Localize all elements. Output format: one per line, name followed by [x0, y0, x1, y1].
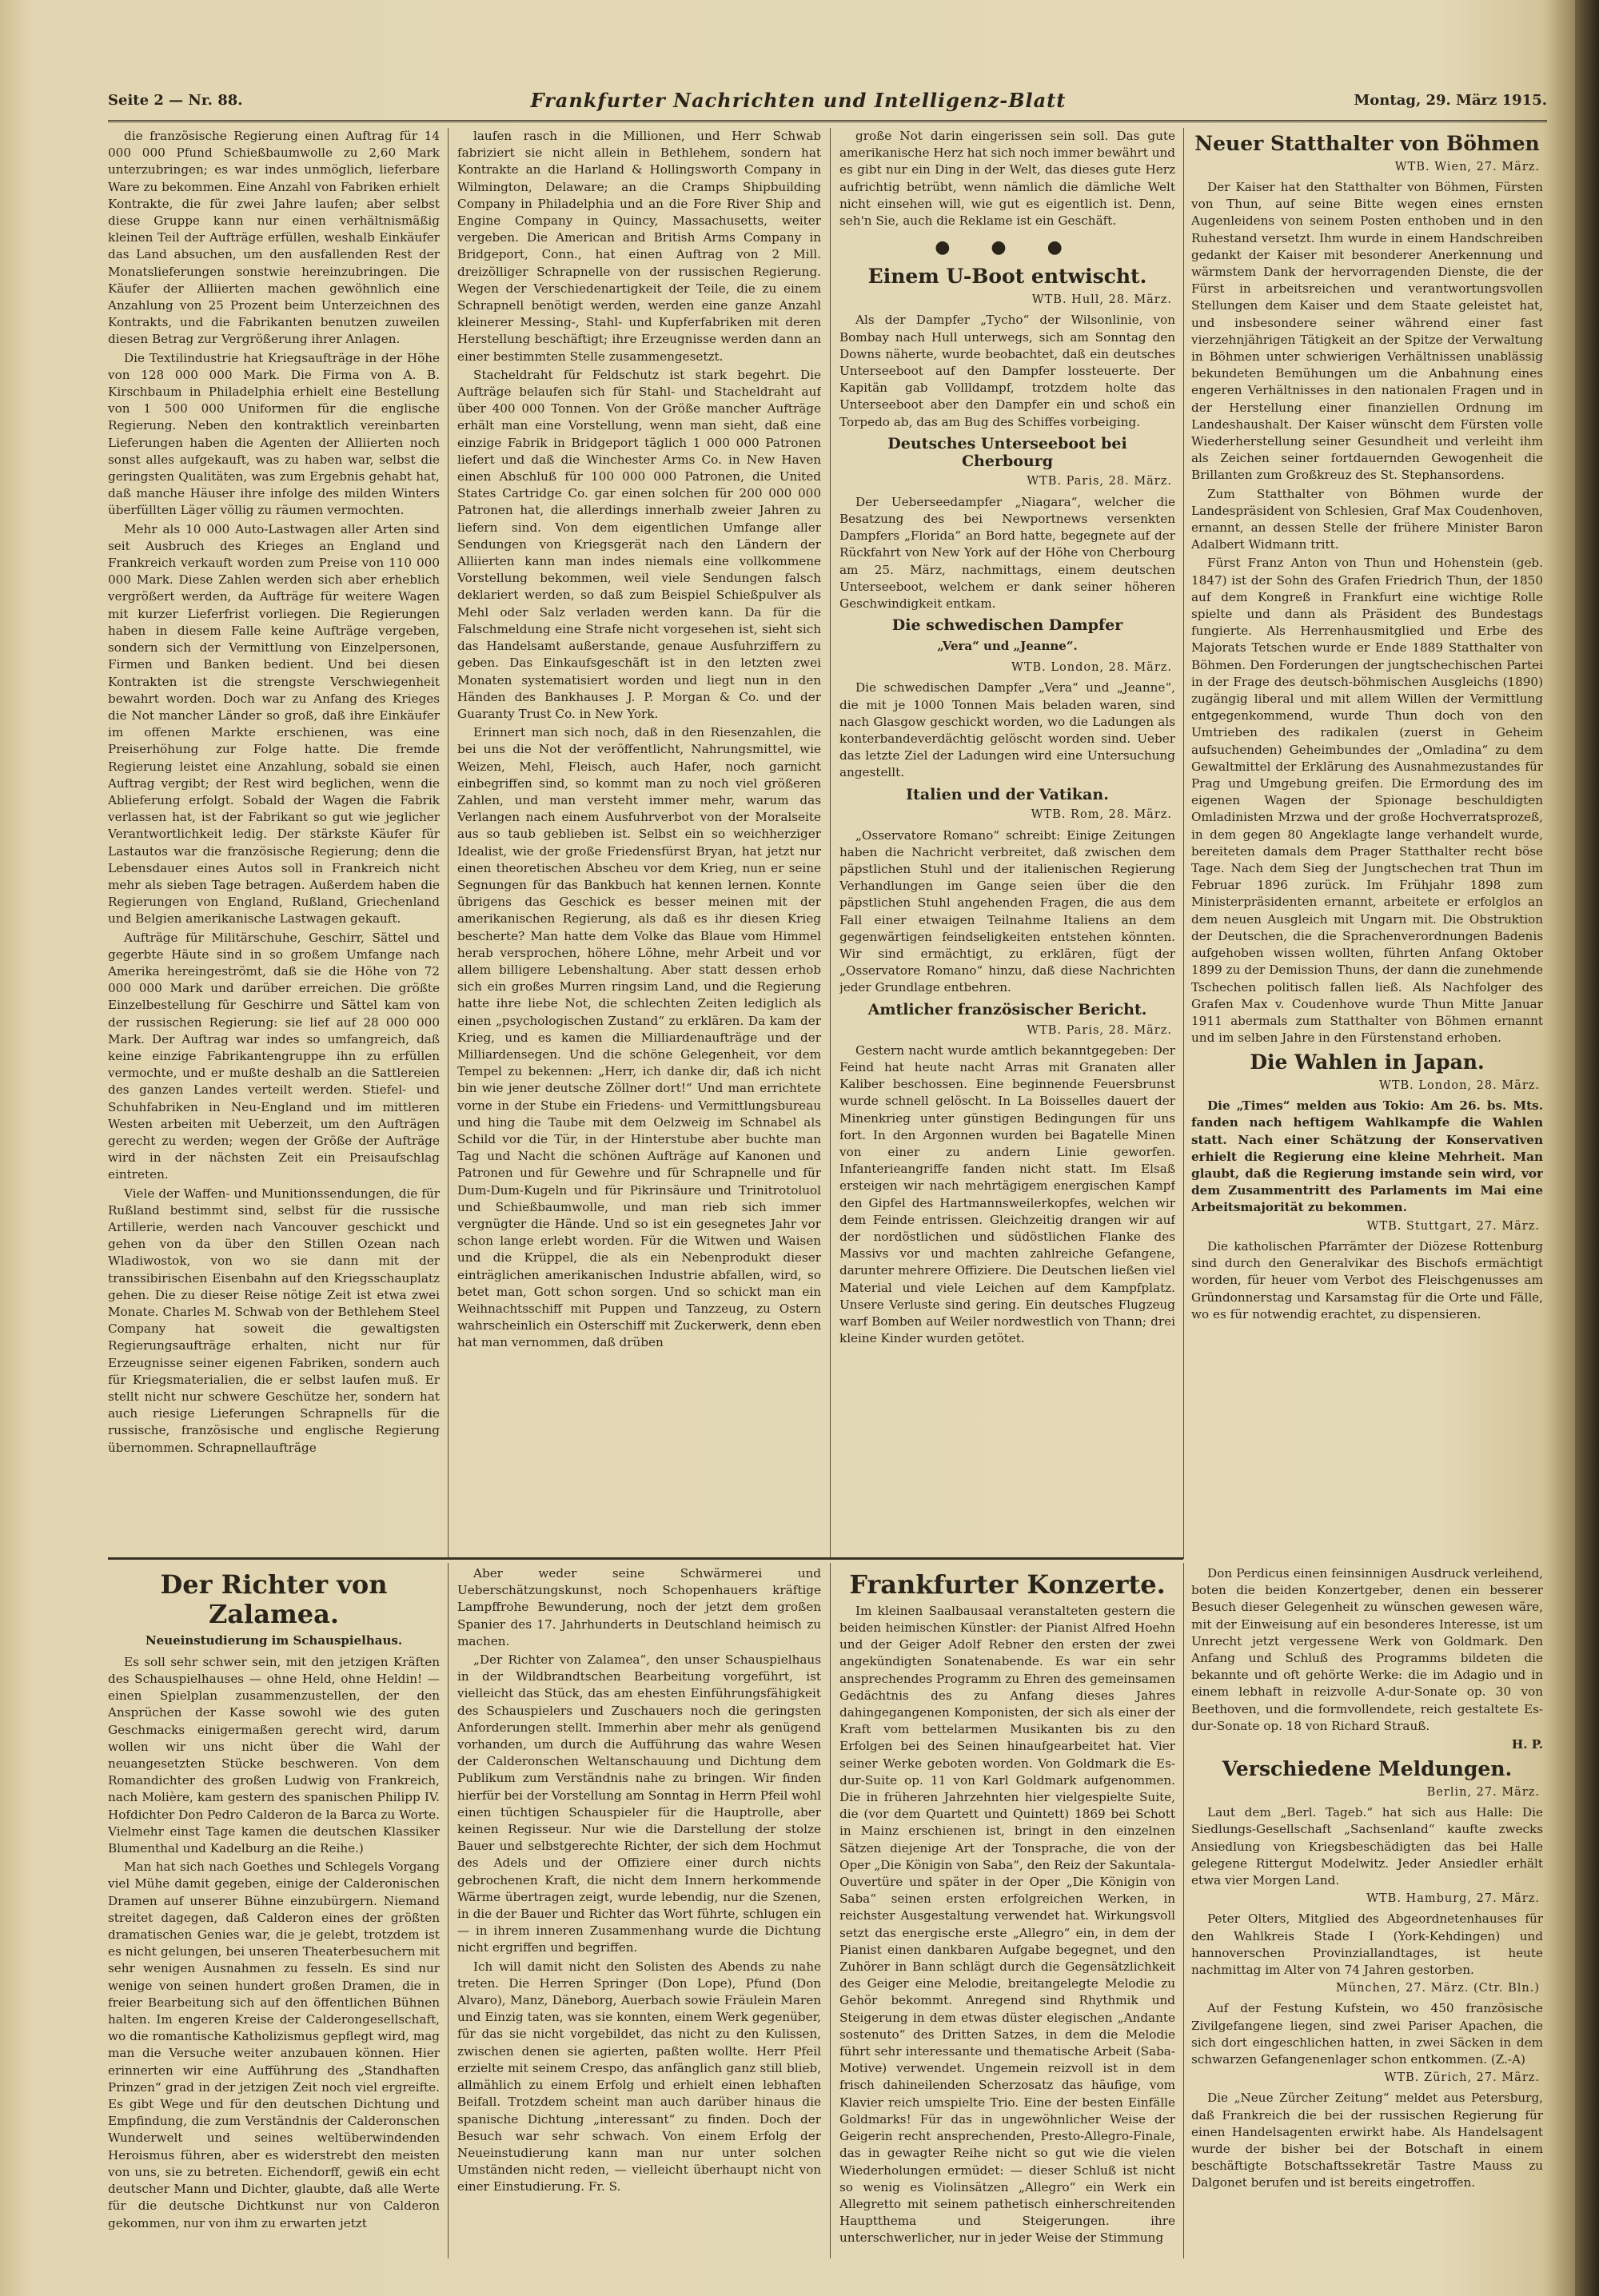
- masthead-title: Frankfurter Nachrichten und Intelligenz-Blatt: [530, 88, 1067, 112]
- dateline: München, 27. März. (Ctr. Bln.): [1335, 1982, 1540, 1995]
- article-text: Die „Neue Zürcher Zeitung“ meldet aus Petersburg, daß Frankreich die bei der russischen Regierung für einen Handelsagenten erwirkt habe. Als Handelsagent wurde der bisher bei der Botschaft in einem beschäftigte Botschaftssekretär Tastre Mauss zu Dalgonet berufen und ist bereits eingetroffen.: [1191, 2091, 1543, 2190]
- headline-continued: „Vera“ und „Jeanne“.: [937, 638, 1078, 653]
- feuilleton-column-3: [839, 1565, 1175, 2261]
- article-text: Im kleinen Saalbausaal veranstalteten gestern die beiden heimischen Künstler: der Pianist Alfred Hoehn und der Geiger Adolf Rebner den ersten der zwei angekündigten Sonatenabende. Es war ein sehr ansprechendes Programm zu Ehren des gemeinsamen Gedächtnis des zu Anfang dieses Jahres dahingegangenen Komponisten, der sich als einer der Kraft vom bettelarmen Musikanten bis zu den Erfolgen bei des Seinen hinaufgearbeitet hat. Vier seiner Werke geboten worden. Von Goldmark die Es-dur-Suite op. 11 von Karl Goldmark aufgenommen. Die in früheren Jahrzehnten hier vielgespielte Suite, die (vor dem Quartett und Quintett) 1869 bei Schott in Mainz erschienen ist, bringt in den einzelnen Sätzen diejenige Art der Tonsprache, die von der Oper „Die Königin von Saba“, den Reiz der Sakuntala-Ouvertüre und später in der Oper „Die Königin von Saba“ seinen ersten erfolgreichen Werken, in reichster Ausgestaltung verwendet hat. Wirkungsvoll setzt das energische erste „Allegro“ ein, in dem der Pianist einen dankbaren Aufgabe begegnet, und den Zuhörer in Bann schlägt durch die Gegensätzlichkeit des Geiger eine Melodie, breitangelegte Melodie zu Gehör bekommt. Anregend sind Rhythmik und Steigerung in dem etwas düster elegischen „Andante sostenuto“ des Dritten Satzes, in dem die Melodie führt sehr interessante und thematische Arbeit (Saba-Motive) verwendet. Ungemein reizvoll ist in dem frisch dahineilenden Scherzosatz das häufige, vom Klavier reich umspielte Trio. Eine der besten Einfälle Goldmarks! Für das in ungewöhnlicher Weise der Geigerin recht ansprechenden, Presto-Allegro-Finale, das in gewagter Reihe nicht so gut wie die vielen Wiederholungen ermüdet: — dieser Schluß ist nicht so wenig es Violinsätzen „Allegro“ ein Werk ein Allegretto mit seinem pathetisch einherschreitenden Hauptthema und Steigerungen. ihre unterschwerlicher, nur in jeder Weise der Stimmung: [839, 1603, 1175, 2246]
- article-text: Fürst Franz Anton von Thun und Hohenstein (geb. 1847) ist der Sohn des Grafen Friedrich Thun, der 1850 auf dem Kongreß in Frankfurt eine wichtige Rolle spielte und dann als Präsident des Bundestags fungierte. Als Herrenhausmitglied und Erbe des Majorats Tetschen wurde er Ende 1889 Statthalter von Böhmen. Den Forderungen der jungtschechischen Partei in der Frage des deutsch-böhmischen Ausgleichs (1890) zugängig liberal und mit allem Willen der Vermittlung entgegenkommend, wurde Thun doch von den Umtrieben des radikalen (zuerst in Geheim aufsuchenden) Geheimbundes der „Omladina“ zu dem Gewaltmittel der Erklärung des Ausnahmezustandes für Prag und Umgebung greifen. Die Ermordung des im eigenen Wagen der Spionage beschuldigten Omladinisten Mrzwa und der große Hochverratsprozeß, in dem gegen 80 Angeklagte lange verhandelt wurde, bereiteten damals dem Prager Statthalter recht böse Tage. Nach dem Sieg der Jungtschechen trat Thun im Februar 1896 zurück. Im Frühjahr 1898 zum Ministerpräsidenten ernannt, arbeitete er erfolglos an dem neuen Ausgleich mit Ungarn mit. Die Obstruktion der Deutschen, die die Sprachenverordnungen Badenis aufgehoben wissen wollten, führten Anfang Oktober 1899 zu der Demission Thuns, der dann die zunehmende Tschechen politisch fallen ließ. Als Nachfolger des Grafen Max v. Coudenhove wurde Thun Mitte Januar 1911 abermals zum Statthalter von Böhmen ernannt und im selben Jahre in den Fürstenstand erhoben.: [1191, 556, 1543, 1046]
- feuilleton-column-2: [457, 1565, 821, 2261]
- dateline: WTB. Stuttgart, 27. März.: [1366, 1219, 1540, 1233]
- article-text: Die schwedischen Dampfer „Vera“ und „Jeanne“, die mit je 1000 Tonnen Mais beladen waren, sind nach Glasgow geschickt worden, wo die Ladungen als konterbandeverdächtig gelöscht worden sind. Ueber das letzte Ziel der Ladungen wird eine Untersuchung angestellt.: [839, 680, 1175, 780]
- article-text: große Not darin eingerissen sein soll. Das gute amerikanische Herz hat sich noch immer bewährt und es gibt nur ein Ding in der Welt, das dieses gute Herz aufrichtig betrübt, wenn nämlich die dämliche Welt nicht einsehen will, wie gut es eigentlich ist. Denn, seh'n Sie, auch die Reklame ist ein Geschäft.: [839, 129, 1175, 229]
- feuilleton-column-4: [1191, 1565, 1543, 2261]
- article-text: Die katholischen Pfarrämter der Diözese Rottenburg sind durch den Generalvikar des Bischofs ermächtigt worden, für heuer vom Verbot des Fleischgenusses am Gründonnerstag und Karsamstag für die Orte und Fälle, wo es für notwendig erachtet, zu dispensieren.: [1191, 1238, 1543, 1321]
- column-2: [457, 128, 821, 1555]
- issue-date: Montag, 29. März 1915.: [1354, 91, 1547, 109]
- article-text: Mehr als 10 000 Auto-Lastwagen aller Arten sind seit Ausbruch des Krieges an England und Frankreich verkauft worden zum Preise von 110 000 000 Mark. Diese Zahlen werden sich aber erheblich vergrößert werden, da Aufträge für weitere Wagen mit kurzer Lieferfrist vorliegen. Die Regierungen haben in diesem Falle keine Aufträge vergeben, sondern sich der Vermittlung von Einzelpersonen, Firmen und Banken bedient. Und bei diesen Kontrakten ist die strengste Verschwiegenheit bewahrt worden. Doch war zu Anfang des Krieges die Not mancher Länder so groß, daß ihre Einkäufer im offenen Markte erschienen, was eine Preiserhöhung zur Folge hatte. Die fremde Regierung leistet eine Anzahlung, sobald sie einen Auftrag vergibt; der Rest wird beglichen, wenn die Ablieferung erfolgt. Sobald der Wagen die Fabrik verlassen hat, ist der Fabrikant so gut wie jeglicher Verantwortlichkeit ledig. Der stärkste Käufer für Lastautos war die französische Regierung; denn die Lebensdauer eines Autos soll in Frankreich nicht mehr als sieben Tage betragen. Außerdem haben die Regierungen von England, Rußland, Griechenland und Belgien amerikanische Lastwagen gekauft.: [108, 521, 440, 927]
- dateline: WTB. Wien, 27. März.: [1394, 160, 1540, 173]
- dateline: WTB. Zürich, 27. März.: [1384, 2071, 1540, 2085]
- dateline: WTB. Hamburg, 27. März.: [1366, 1892, 1540, 1906]
- feuilleton-column-1: [108, 1565, 440, 2261]
- article-text: die französische Regierung einen Auftrag für 14 000 000 Pfund Schießbaumwolle zu 2,60 Mark unterzubringen; es war indes unmöglich, lieferbare Ware zu bekommen. Eine Anzahl von Fabriken erhielt Kontrakte, die für zwei Jahre laufen; aber selbst diese Gruppe kann nur einen verhältnismäßig kleinen Teil der Aufträge erfüllen, weshalb Einkäufer das Land absuchen, um den ausfallenden Rest der Monatslieferungen sonstwie hereinzubringen. Die Käufer der Alliierten machen gewöhnlich eine Anzahlung von 25 Prozent beim Unterzeichnen des Kontrakts, und die Fabrikanten benutzen zuweilen diesen Betrag zur Vergrößerung ihrer Anlagen.: [108, 129, 440, 347]
- article-text: Der Kaiser hat den Statthalter von Böhmen, Fürsten von Thun, auf seine Bitte wegen eines ernsten Augenleidens von seinem Posten enthoben und in den Ruhestand versetzt. Ihm wurde in einem Handschreiben gedankt der Kaiser mit besonderer Anerkennung und wärmstem Dank der hervorragenden Dienste, die der Fürst in arbeitsreichen und verantwortungsvollen Stellungen dem Kaiser und dem Staate geleistet hat, und insbesondere seiner während einer fast vierzehnjährigen Tätigkeit an der Spitze der Verwaltung in Böhmen unter schwierigen Verhältnissen unablässig bekundeten Bemühungen um die Anbahnung eines engeren Verhältnisses in den nationalen Fragen und in der Herstellung einer finanziellen Ordnung im Landeshaushalt. Der Kaiser wünscht dem Fürsten volle Wiederherstellung seiner Gesundheit und verleiht ihm als Zeichen seiner fortdauernden Gewogenheit die Brillanten zum Großkreuz des St. Stephansordens.: [1191, 179, 1543, 483]
- article-text: Der Ueberseedampfer „Niagara“, welcher die Besatzung des bei Newportnews versenkten Dampfers „Florida“ an Bord hatte, begegnete auf der Rückfahrt von New York auf der Höhe von Cherbourg am 25. März, nachmittags, einem deutschen Unterseeboot, welchem er dank seiner höheren Geschwindigkeit entkam.: [839, 494, 1175, 611]
- column-rule: [830, 128, 831, 1559]
- article-text: „Der Richter von Zalamea“, den unser Schauspielhaus in der Wildbrandtschen Bearbeitung vorgeführt, ist vielleicht das Stück, das am ehesten Einführungsfähigkeit des Schauspielers und Zuschauers noch die geringsten Anforderungen stellt. Immerhin aber mehr als genügend vorhanden, um durch die Aufführung das wahre Wesen der Calderonschen Weltanschauung und Dichtung dem Publikum zum Verständnis nahe zu bringen. Wir finden hierfür bei der Vorstellung am Sonntag in Herrn Pfeil wohl einen tüchtigen Schauspieler für die Hauptrolle, aber keinen Regisseur. Nur wie die Darstellung der stolze Bauer und selbstgerechte Richter, der sich dem Hochmut des Adels und der Offiziere einer durch nichts gebrochenen Kraft, die nicht dem Innern herkommende Wärme übertragen zeigt, wurde lebendig, nur die Szenen, in die der Bauer und Richter das Wort führte, schlugen ein — in ihrem inneren Zusammenhang wurde die Dichtung nicht ergriffen und begriffen.: [457, 1652, 821, 1955]
- column-rule: [448, 128, 449, 1559]
- article-text: Zum Statthalter von Böhmen wurde der Landespräsident von Schlesien, Graf Max Coudenhoven, ernannt, an dessen Stelle der frühere Minister Baron Adalbert Widmann tritt.: [1191, 486, 1543, 552]
- headline: Amtlicher französischer Bericht.: [867, 1000, 1147, 1018]
- headline: Einem U-Boot entwischt.: [867, 265, 1147, 289]
- dateline: WTB. Rom, 28. März.: [1031, 808, 1172, 822]
- headline: Deutsches Unterseeboot bei Cherbourg: [887, 434, 1127, 470]
- article-text: Es soll sehr schwer sein, mit den jetzigen Kräften des Schauspielhauses — ohne Held, ohne Heldin! — einen Spielplan zusammenzustellen, der den Ansprüchen der Kasse sowohl wie des guten Geschmacks einigermaßen gerecht wird, darum wollen wir uns nicht über die Wahl der neuangesetzten Stücke beschweren. Von dem Romandichter des großen Ludwig von Frankreich, nach Molière, kam gestern des spanischen Philipp IV. Hofdichter Don Pedro Calderon de la Barca zu Worte. Vielmehr einst Tage kamen die deutschen Klassiker Blumenthal und Kadelburg an die Reihe.): [108, 1654, 440, 1856]
- article-text: Auf der Festung Kufstein, wo 450 französische Zivilgefangene liegen, sind zwei Pariser Apachen, die sich dort eingeschlichen hatten, in zwei Säcken in dem schwarzen Gefangenenlager schon entkommen. (Z.-A): [1191, 2001, 1543, 2067]
- page-header: [108, 80, 1547, 122]
- headline: Die schwedischen Dampfer: [891, 616, 1123, 635]
- article-text: Viele der Waffen- und Munitionssendungen, die für Rußland bestimmt sind, selbst für die russische Artillerie, werden nach Vancouver geschickt und gehen von da über den Stillen Ozean nach Wladiwostok, von wo sie dann mit der transsibirischen Eisenbahn auf den Kriegsschauplatz gehen. Die zu dieser Reise nötige Zeit ist etwa zwei Monate. Charles M. Schwab von der Bethlehem Steel Company hat soweit die gewaltigsten Regierungsaufträge erhalten, nicht nur für Erzeugnisse seiner eigenen Fabriken, sondern auch für Kriegsmaterialien, die er selbst laufen muß. Er stellt nicht nur schwere Geschütze her, sondern hat auch riesige Lieferungen Schrapnells für die russische, französische und englische Regierung übernommen. Schrapnellaufträge: [108, 1186, 440, 1455]
- column-4: [1191, 128, 1543, 1555]
- section-separator-dots: ● ● ●: [935, 237, 1080, 258]
- headline: Verschiedene Meldungen.: [1222, 1757, 1513, 1781]
- article-text: Don Perdicus einen feinsinnigen Ausdruck verleihend, boten die beiden Konzertgeber, denen ein besserer Besuch dieser Gelegenheit zu wünschen gewesen wäre, mit der Einweisung auf ein besonderes Interesse, ist um Unrecht jetzt vergessene Werk von Goldmark. Den Anfang und Schluß des Programms bildeten die bekannte und oft gehörte Werke: die im Adagio und in einem lebhaft in reizvolle A-dur-Sonate op. 30 von Beethoven, und die formvollendete, reich gestaltete Es-dur-Sonate op. 18 von Richard Strauß.: [1191, 1566, 1543, 1733]
- headline: Die Wahlen in Japan.: [1250, 1050, 1485, 1074]
- article-text: Als der Dampfer „Tycho“ der Wilsonlinie, von Bombay nach Hull unterwegs, sich am Sonntag den Downs näherte, wurde beobachtet, daß ein deutsches Unterseeboot auf den Dampfer lossteuerte. Der Kapitän gab Vollldampf, trotzdem holte das Unterseeboot aber den Dampfer ein und schoß ein Torpedo ab, das am Bug des Schiffes vorbeiging.: [839, 313, 1175, 429]
- article-text: laufen rasch in die Millionen, und Herr Schwab fabriziert sie nicht allein in Bethlehem, sondern hat Kontrakte an die Harland & Hollingsworth Company in Wilmington, Delaware; an die Cramps Shipbuilding Company in Philadelphia und an die Fore River Ship and Engine Company in Quincy, Massachusetts, weiter vergeben. Die American and British Arms Company in Bridgeport, Conn., hat einen Auftrag von 2 Mill. dreizölliger Schrapnelle von der russischen Regierung. Wegen der Verschiedenartigkeit der Teile, die zu einem Schrapnell benötigt werden, werden eine ganze Anzahl kleinerer Messing-, Stahl- und Kupferfabriken mit deren Herstellung beschäftigt; ihre Erzeugnisse werden dann an einer bestimmten Stelle zusammengesetzt.: [457, 129, 821, 364]
- article-text: Peter Olters, Mitglied des Abgeordnetenhauses für den Wahlkreis Stade I (York-Kehdingen) und hannoverschen Provinziallandtages, ist heute nachmittag im Alter von 74 Jahren gestorben.: [1191, 1911, 1543, 1978]
- section-rule: [108, 1557, 1183, 1560]
- column-rule: [1183, 128, 1184, 1559]
- dateline: WTB. Paris, 28. März.: [1027, 475, 1172, 488]
- article-text: Aber weder seine Schwärmerei und Ueberschätzungskunst, noch Schopenhauers kräftige Lampffrohe Bewunderung, noch der jetzt dem großen Spanier des 17. Jahrhunderts in Deutschland heimisch zu machen.: [457, 1566, 821, 1648]
- headline: Frankfurter Konzerte.: [849, 1569, 1166, 1600]
- dateline: WTB. London, 28. März.: [1378, 1079, 1540, 1093]
- article-text: Erinnert man sich noch, daß in den Riesenzahlen, die bei uns die Not der veröffentlicht, Nahrungsmittel, wie Weizen, Mehl, Fleisch, auch Hafer, noch garnicht einbegriffen sind, so kommt man zu noch viel größeren Zahlen, und man versteht immer mehr, warum das Verlangen nach einem Ausfuhrverbot von der Moralseite aus so taub geblieben ist. Selbst ein so weichherziger Idealist, wie der große Friedensfürst Bryan, hat jetzt nur einen theoretischen Abscheu vor dem Krieg, nun er seine Segnungen für das Bankbuch hat kennen lernen. Konnte übrigens das Geschick es besser meinen mit der amerikanischen Regierung, als daß es ihr diesen Krieg bescherte? Man hatte dem Volke das Blaue vom Himmel herab versprochen, höhere Löhne, mehr Arbeit und vor allem billigere Lebenshaltung. Aber statt dessen erhob sich ein großes Murren ringsim Land, und die Regierung hatte ihre liebe Not, die schlechten Zeiten lediglich als einen „psychologischen Zustand“ zu erklären. Da kam der Krieg, und es kamen die Milliardenaufträge und der Milliardensegen. Und die schöne Gelegenheit, vor dem Tempel zu bekennen: „Herr, ich danke dir, daß ich nicht bin wie jener deutsche Zöllner dort!“ Und man errichtete vorne in der Stube ein Friedens- und Vermittlungsbureau und hing die Taube mit dem Oelzweig im Schnabel als Schild vor die Tür, in der Hinterstube aber buchte man Tag und Nacht die schönen Aufträge auf Kanonen und Patronen und für Gewehre und für Schrapnelle und für Dum-Dum-Kugeln und für Pikrinsäure und Trinitrotoluol und Schießbaumwolle, und man rieb sich immer vergnügter die Hände. Und so ist ein gesegnetes Jahr vor schon lange erlebt worden. Für die Witwen und Waisen und die Krüppel, die als ein Nebenprodukt dieser einträglichen amerikanischen Industrie abfallen, wird, so betet man, Gott schon sorgen. Und so schickt man ein Weihnachtsschiff mit Puppen und Tanzzeug, zu Ostern wahrscheinlich ein Osterschiff mit Zuckerwerk, denn eben hat man vernommen, daß drüben: [457, 725, 821, 1350]
- dateline: WTB. London, 28. März.: [1011, 661, 1172, 675]
- headline: Neuer Statthalter von Böhmen: [1194, 132, 1540, 155]
- column-rule: [830, 1563, 831, 2258]
- dateline: WTB. Paris, 28. März.: [1027, 1023, 1172, 1037]
- headline: Italien und der Vatikan.: [906, 785, 1109, 803]
- dateline: WTB. Hull, 28. März.: [1031, 293, 1172, 307]
- subheadline: Neueinstudierung im Schauspielhaus.: [145, 1632, 403, 1648]
- article-text: „Osservatore Romano“ schreibt: Einige Zeitungen haben die Nachricht verbreitet, daß zwischen dem päpstlichen Stuhl und der italienischen Regierung Verhandlungen im Gange seien über die den päpstlichen Stuhl angehenden Fragen, die aus dem Fall einer etwaigen Teilnahme Italiens an dem gegenwärtigen feindseligkeiten entstehen könnten. Wir sind ermächtigt, zu erklären, fügt der „Osservatore Romano“ hinzu, daß diese Nachrichten jeder Grundlage entbehren.: [839, 827, 1175, 995]
- column-3: [839, 128, 1175, 1555]
- article-text: Stacheldraht für Feldschutz ist stark begehrt. Die Aufträge belaufen sich für Stahl- und Stacheldraht auf über 400 000 Tonnen. Von der Größe mancher Aufträge erhält man eine Vorstellung, wenn man sieht, daß eine einzige Fabrik in Bridgeport täglich 1 000 000 Patronen liefert und daß die Winchester Arms Co. in New Haven einen Abschluß für 100 000 000 Patronen, die United States Cartridge Co. gar einen solchen für 200 000 000 Patronen hat, die allerdings innerhalb zweier Jahren zu liefern sind. Von dem eigentlichen Umfange aller Sendungen von Kriegsgerät nach den Ländern der Alliierten kann man indes niemals eine vollkommene Vorstellung bekommen, weil viele Sendungen falsch deklariert werden, so daß zum Beispiel Schießpulver als Mehl oder Salz verladen werden kann. Da für die Falschmeldung eine Strafe nicht vorgesehen ist, sieht sich das Handelsamt außerstande, genaue Ausfuhrziffern zu geben. Das Einkaufsgeschäft ist in den letzten zwei Monaten systematisiert worden und liegt nun in den Händen des Bankhauses J. P. Morgan & Co. und der Guaranty Trust Co. in New York.: [457, 367, 821, 721]
- article-text: Man hat sich nach Goethes und Schlegels Vorgang viel Mühe damit gegeben, einige der Calderonischen Dramen auf unserer Bühne einzubürgern. Niemand streitet dagegen, daß Calderon eines der größten dramatischen Genies war, die je gelebt, trotzdem ist es nicht gelungen, bei unseren Theaterbesuchern mit sehr wenigen Ausnahmen zu fesseln. Es sind nur wenige von seinen hundert großen Dramen, die in freier Bearbeitung sich auf den öffentlichen Bühnen halten. Im engeren Kreise der Calderongesellschaft, wo die romantische Katholizismus gepflegt wird, mag man die Versuche weiter anzubauen können. Hier erinnerten wir eine Aufführung des „Standhaften Prinzen“ grad in der jetzigen Zeit noch viel ergreifte. Es gibt Wege und für den deutschen Dichtung und Empfindung, die zum Verständnis der Calderonschen Wunderwelt und seines weltüberwindenden Heroismus führen, aber es widerstrebt den meisten von uns, sie zu betreten. Eichendorff, gewiß ein echt deutscher Mann und Dichter, glaubte, daß alle Werte für die deutsche Dichtkunst nur von Calderon gekommen, nur von ihm zu erwarten jetzt: [108, 1860, 440, 2230]
- headline: Der Richter von Zalamea.: [160, 1569, 388, 1629]
- author-signature: H. P.: [1511, 1737, 1543, 1752]
- column-rule: [448, 1563, 449, 2258]
- article-text: Die Textilindustrie hat Kriegsaufträge in der Höhe von 128 000 000 Mark. Die Firma von A. B. Kirschbaum in Philadelphia erhielt eine Bestellung von 1 500 000 Uniformen für die englische Regierung. Neben den kontraktlich vereinbarten Lieferungen haben die Agenten der Alliierten noch sonst alles aufgekauft, was zu haben war, selbst die geringsten Qualitäten, was zum Ergebnis gehabt hat, daß manche Häuser ihre infolge des milden Winters überfüllten Läger völlig zu räumen vermochten.: [108, 350, 440, 518]
- article-text: Die „Times“ melden aus Tokio: Am 26. bs. Mts. fanden nach heftigem Wahlkampfe die Wahlen statt. Nach einer Schätzung der Konservativen erhielt die Regierung eine kleine Mehrheit. Man glaubt, daß die Regierung imstande sein wird, vor dem Zusammentritt des Parlaments im Mai eine Arbeitsmajorität zu bekommen.: [1191, 1098, 1543, 1215]
- article-text: Laut dem „Berl. Tageb.“ hat sich aus Halle: Die Siedlungs-Gesellschaft „Sachsenland“ kaufte zwecks Ansiedlung von Kriegsbeschädigten das bei Halle gelegene Rittergut Modelwitz. Jeder Ansiedler erhält etwa vier Morgen Land.: [1191, 1805, 1543, 1887]
- article-text: Ich will damit nicht den Solisten des Abends zu nahe treten. Die Herren Springer (Don Lope), Pfund (Don Alvaro), Manz, Däneborg, Auerbach sowie Fräulein Maren und Einzig taten, was sie konnten, einem Werk gegenüber, für das sie nicht vorgebildet, das nicht zu den Kulissen, zwischen denen sie agierten, paßten wollte. Herr Pfeil erzielte mit seinem Crespo, das anfänglich ganz still blieb, allmählich zu einem Erfolg und erhielt einen lebhaften Beifall. Trotzdem scheint man auch darüber hinaus die spanische Dichtung „interessant“ zu finden. Doch der Besuch war sehr schwach. Von einem Erfolg der Neueinstudierung kann man nur unter solchen Umständen nicht reden, — vielleicht überhaupt nicht von einer Einstudierung. Fr. S.: [457, 1959, 821, 2194]
- article-text: Aufträge für Militärschuhe, Geschirr, Sättel und gegerbte Häute sind in so großem Umfange nach Amerika hereingeströmt, daß sie die Höhe von 72 000 000 Mark und darüber erreichen. Die größte Einzelbestellung für Geschirre und Sättel kam von der russischen Regierung: sie lief auf 28 000 000 Mark. Der Auftrag war indes so umfangreich, daß keine einzige Fabrikantengruppe ihn zu erfüllen vermochte, und er mußte deshalb an die Sattlereien des ganzen Landes verteilt werden. Stiefel- und Schuhfabriken in Neu-England und im mittleren Westen arbeiten mit Ueberzeit, um den Aufträgen gerecht zu werden; wegen der Größe der Aufträge wird in der nächsten Zeit ein Preisaufschlag eintreten.: [108, 930, 440, 1182]
- article-text: Gestern nacht wurde amtlich bekanntgegeben: Der Feind hat heute nacht Arras mit Granaten aller Kaliber beschossen. Eine beginnende Feuersbrunst wurde schnell gelöscht. In La Boisselles dauert der Minenkrieg unter günstigen Bedingungen für uns fort. In den Argonnen wurden bei Bagatelle Minen von einer zu andern Linie geworfen. Infanterieangriffe fanden nicht statt. Im Elsaß ersteigen wir nach mehrtägigem energischen Kampf den Gipfel des Hartmannsweilerkopfes, welchen wir dem Feinde entrissen. Gleichzeitig drangen wir auf der nordöstlichen und südöstlichen Flanke des Massivs vor und machten zahlreiche Gefangene, darunter mehrere Offiziere. Die Deutschen ließen viel Material und viele Leichen auf dem Kampfplatz. Unsere Verluste sind gering. Ein deutsches Flugzeug warf Bomben auf Weiler nordwestlich von Thann; drei kleine Kinder wurden getötet.: [839, 1042, 1175, 1346]
- dateline: Berlin, 27. März.: [1426, 1785, 1540, 1799]
- page-number: Seite 2 — Nr. 88.: [108, 91, 243, 109]
- column-1: [108, 128, 440, 1555]
- column-rule: [1183, 1563, 1184, 2258]
- page-spine-shadow: [1575, 0, 1599, 2296]
